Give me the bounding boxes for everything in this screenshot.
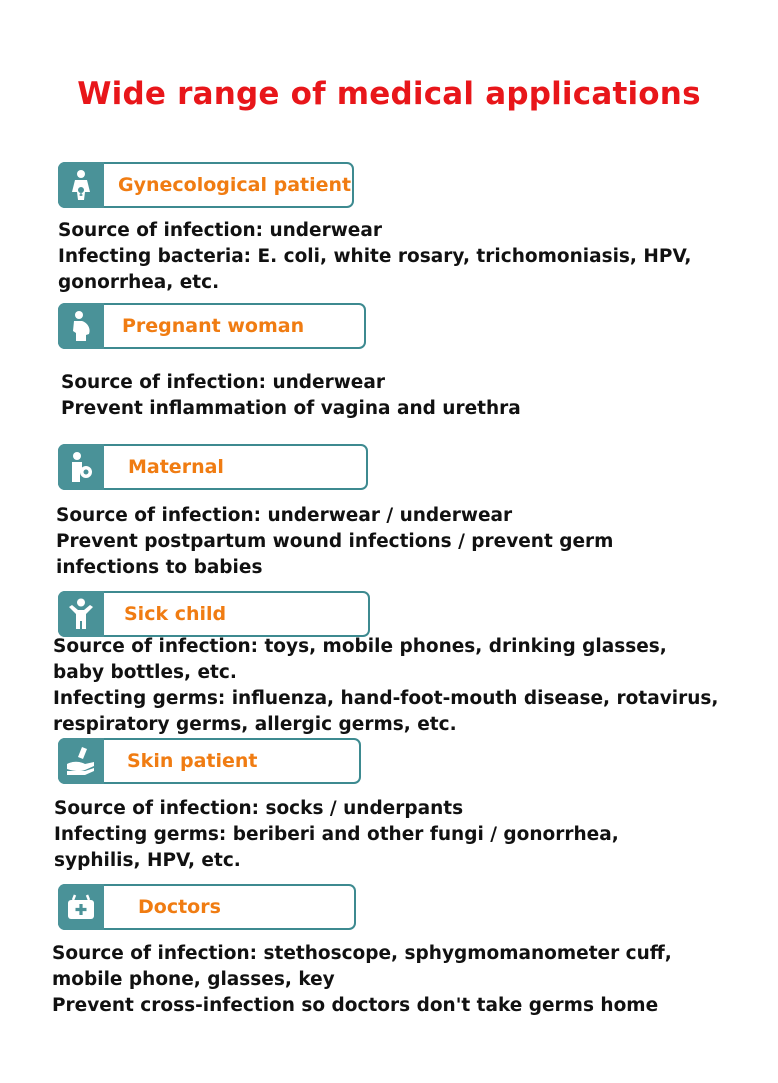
pregnant-woman-icon [58,162,104,208]
badge-doctors [58,884,356,930]
text-line: baby bottles, etc. [53,662,237,683]
text-line: Infecting bacteria: E. coli, white rosary, trichomoniasis, HPV, [58,246,692,267]
section-text-skin-patient [54,796,619,874]
medical-kit-icon [58,884,104,930]
mother-baby-icon [58,444,104,490]
section-text-gynecological [58,218,691,296]
badge-label: Gynecological patient [118,174,352,196]
badge-skin-patient [58,738,361,784]
badge-label: Skin patient [127,750,258,772]
badge-maternal [58,444,368,490]
text-line: Prevent postpartum wound infections / prevent germ [56,531,614,552]
badge-gynecological-patient [58,162,354,208]
text-line: Source of infection: socks / underpants [54,798,464,819]
badge-label: Doctors [138,896,221,918]
text-line: Source of infection: stethoscope, sphygmomanometer cuff, [52,943,672,964]
text-line: mobile phone, glasses, key [52,969,335,990]
badge-label: Pregnant woman [122,315,305,337]
text-line: gonorrhea, etc. [58,272,220,293]
section-text-doctors [52,941,672,1019]
pregnant-woman-side-icon [58,303,104,349]
text-line: Prevent cross-infection so doctors don't take germs home [52,995,659,1016]
text-line: Source of infection: toys, mobile phones, drinking glasses, [53,636,667,657]
text-line: infections to babies [56,557,263,578]
text-line: respiratory germs, allergic germs, etc. [53,714,457,735]
badge-label: Maternal [128,456,224,478]
badge-sick-child [58,591,370,637]
child-icon [58,591,104,637]
badge-pregnant-woman [58,303,366,349]
text-line: Source of infection: underwear [61,372,385,393]
text-line: Infecting germs: beriberi and other fungi / gonorrhea, [54,824,619,845]
text-line: Infecting germs: influenza, hand-foot-mouth disease, rotavirus, [53,688,719,709]
section-text-sick-child [53,634,718,738]
page-title: Wide range of medical applications [77,76,701,112]
badge-label: Sick child [124,603,227,625]
section-text-pregnant-woman [61,370,521,422]
text-line: Source of infection: underwear / underwear [56,505,513,526]
text-line: Prevent inflammation of vagina and urethra [61,398,521,419]
skin-cream-icon [58,738,104,784]
text-line: Source of infection: underwear [58,220,382,241]
text-line: syphilis, HPV, etc. [54,850,241,871]
section-text-maternal [56,503,613,581]
